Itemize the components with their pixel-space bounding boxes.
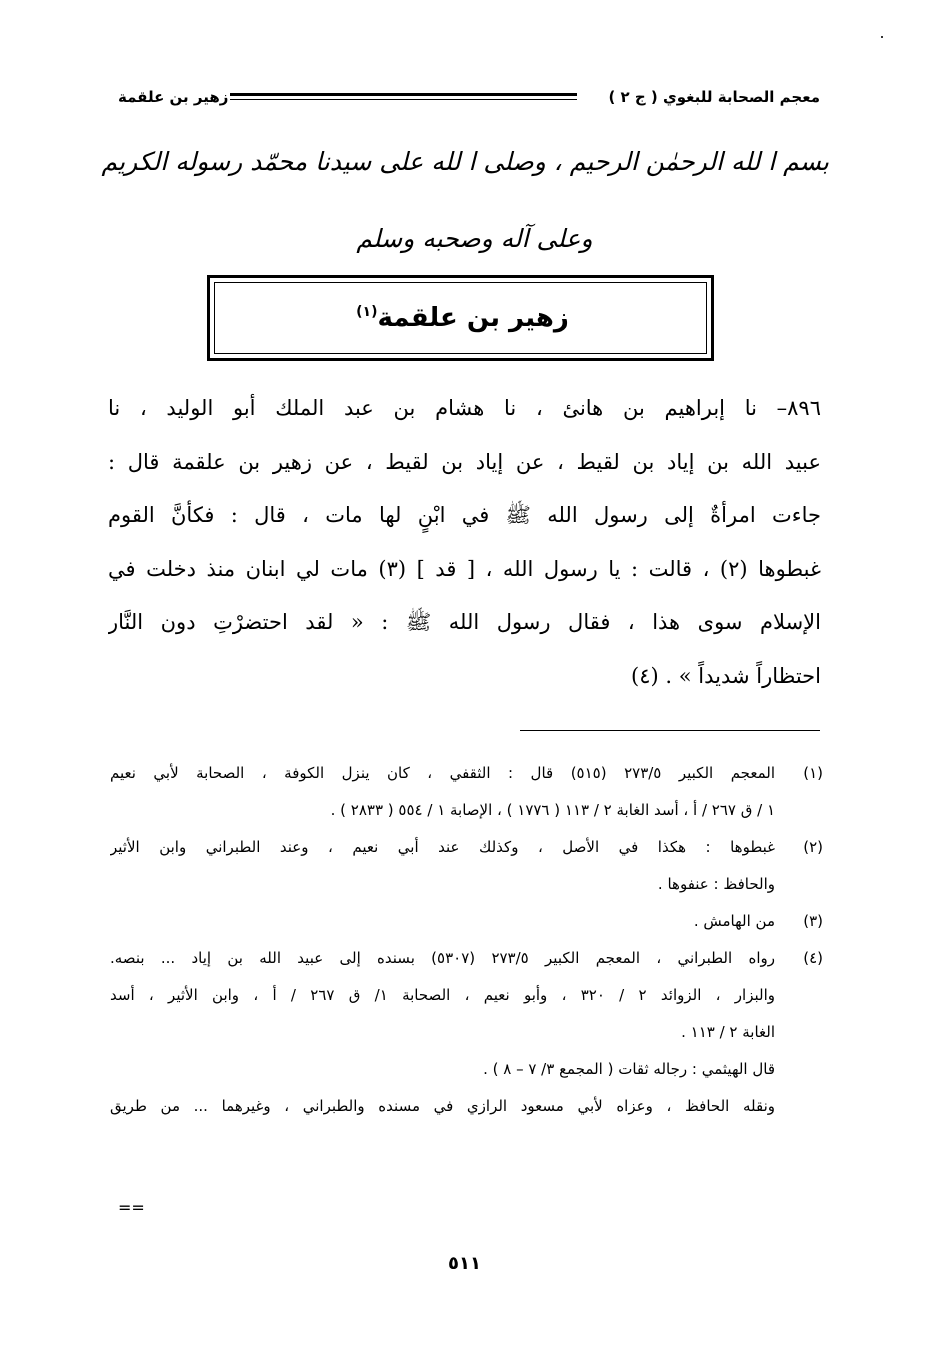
entry-title-box [207, 275, 714, 361]
footnotes [110, 755, 823, 1125]
footnote-line: المعجم الكبير ٢٧٣/٥ (٥١٥) قال : الثقفي ، كان ينزل الكوفة ، الصحابة لأبي نعيم [110, 764, 775, 782]
footnote-line: قال الهيثمي : رجاله ثقات ( المجمع ٣/ ٧ – ٨ ) . [483, 1060, 775, 1078]
footnote-number: (١) [803, 764, 823, 782]
entry-title-footnote-ref: (١) [356, 304, 378, 321]
continuation-mark: == [118, 1198, 145, 1217]
basmala-line-1: بسم ا لله الرحمٰن الرحيم ، وصلى ا لله على سيدنا محمّد رسوله الكريم [101, 147, 829, 176]
footnote-1 [110, 755, 823, 829]
footnote-number: (٤) [803, 949, 823, 967]
footnote-line: الغابة ٢ / ١١٣ . [681, 1023, 775, 1041]
hadith-line: الإسلام سوى هذا ، فقال رسول الله ﷺ : « لقد احتضرْتِ دون النَّار [108, 610, 821, 634]
footnote-line: غبطوها : هكذا في الأصل ، وكذلك عند أبي نعيم ، وعند الطبراني وابن الأثير [110, 838, 775, 856]
footnote-separator [520, 730, 820, 731]
header-running-title: معجم الصحابة للبغوي ( ج ٢ ) [608, 88, 820, 106]
footnote-3 [110, 903, 823, 940]
footnote-number: (٢) [803, 838, 823, 856]
footnote-number: (٣) [803, 912, 823, 930]
entry-title-inner-frame [214, 282, 707, 354]
entry-title-text: زهير بن علقمة [377, 303, 569, 333]
footnote-line: ١ / ق ٢٦٧ / أ ، أسد الغابة ٢ / ١١٣ ( ١٧٧٦ ) ، الإصابة ١ / ٥٥٤ ( ٢٨٣٣ ) . [330, 801, 775, 819]
footnote-line: من الهامش . [693, 912, 775, 930]
running-header [118, 84, 820, 110]
basmala-line-2: وعلى آله وصحبه وسلم [356, 224, 593, 253]
hadith-line: عبيد الله بن إياد بن لقيط ، عن إياد بن لقيط ، عن زهير بن علقمة قال : [108, 449, 821, 474]
footnote-line: والحافظ : عنفوها . [657, 875, 775, 893]
entry-title [352, 303, 569, 333]
hadith-line: احتظاراً شديداً » . (٤) [631, 663, 821, 688]
hadith-line: ٨٩٦– نا إبراهيم بن هانئ ، نا هشام بن عبد الملك أبو الوليد ، نا [108, 396, 821, 420]
hadith-line: غبطوها (٢) ، قالت : يا رسول الله ، [ قد ] (٣) مات لي ابنان منذ دخلت في [108, 556, 821, 581]
hadith-text [108, 382, 821, 703]
header-section-title: زهير بن علقمة [118, 88, 229, 106]
page-number: ٥١١ [448, 1253, 481, 1274]
footnote-4 [110, 940, 823, 1125]
footnote-line: والبزار ، الزوائد ٢ / ٣٢٠ ، وأبو نعيم ، الصحابة ١/ ق ٢٦٧ / أ ، وابن الأثير ، أسد [110, 986, 775, 1004]
hadith-line: جاءت امرأةٌ إلى رسول الله ﷺ في ابْنٍ لها مات ، قال : فكأنَّ القوم [108, 503, 821, 527]
footnote-2 [110, 829, 823, 903]
scan-speck [881, 36, 883, 38]
footnote-line: ونقله الحافظ ، وعزاه لأبي مسعود الرازي في مسنده والطبراني ، وغيرهما ... من طريق [110, 1097, 775, 1115]
footnote-line: رواه الطبراني ، المعجم الكبير ٢٧٣/٥ (٥٣٠٧) بسنده إلى عبيد الله بن إياد ... بنصه. [110, 949, 775, 967]
header-rule [230, 93, 577, 100]
